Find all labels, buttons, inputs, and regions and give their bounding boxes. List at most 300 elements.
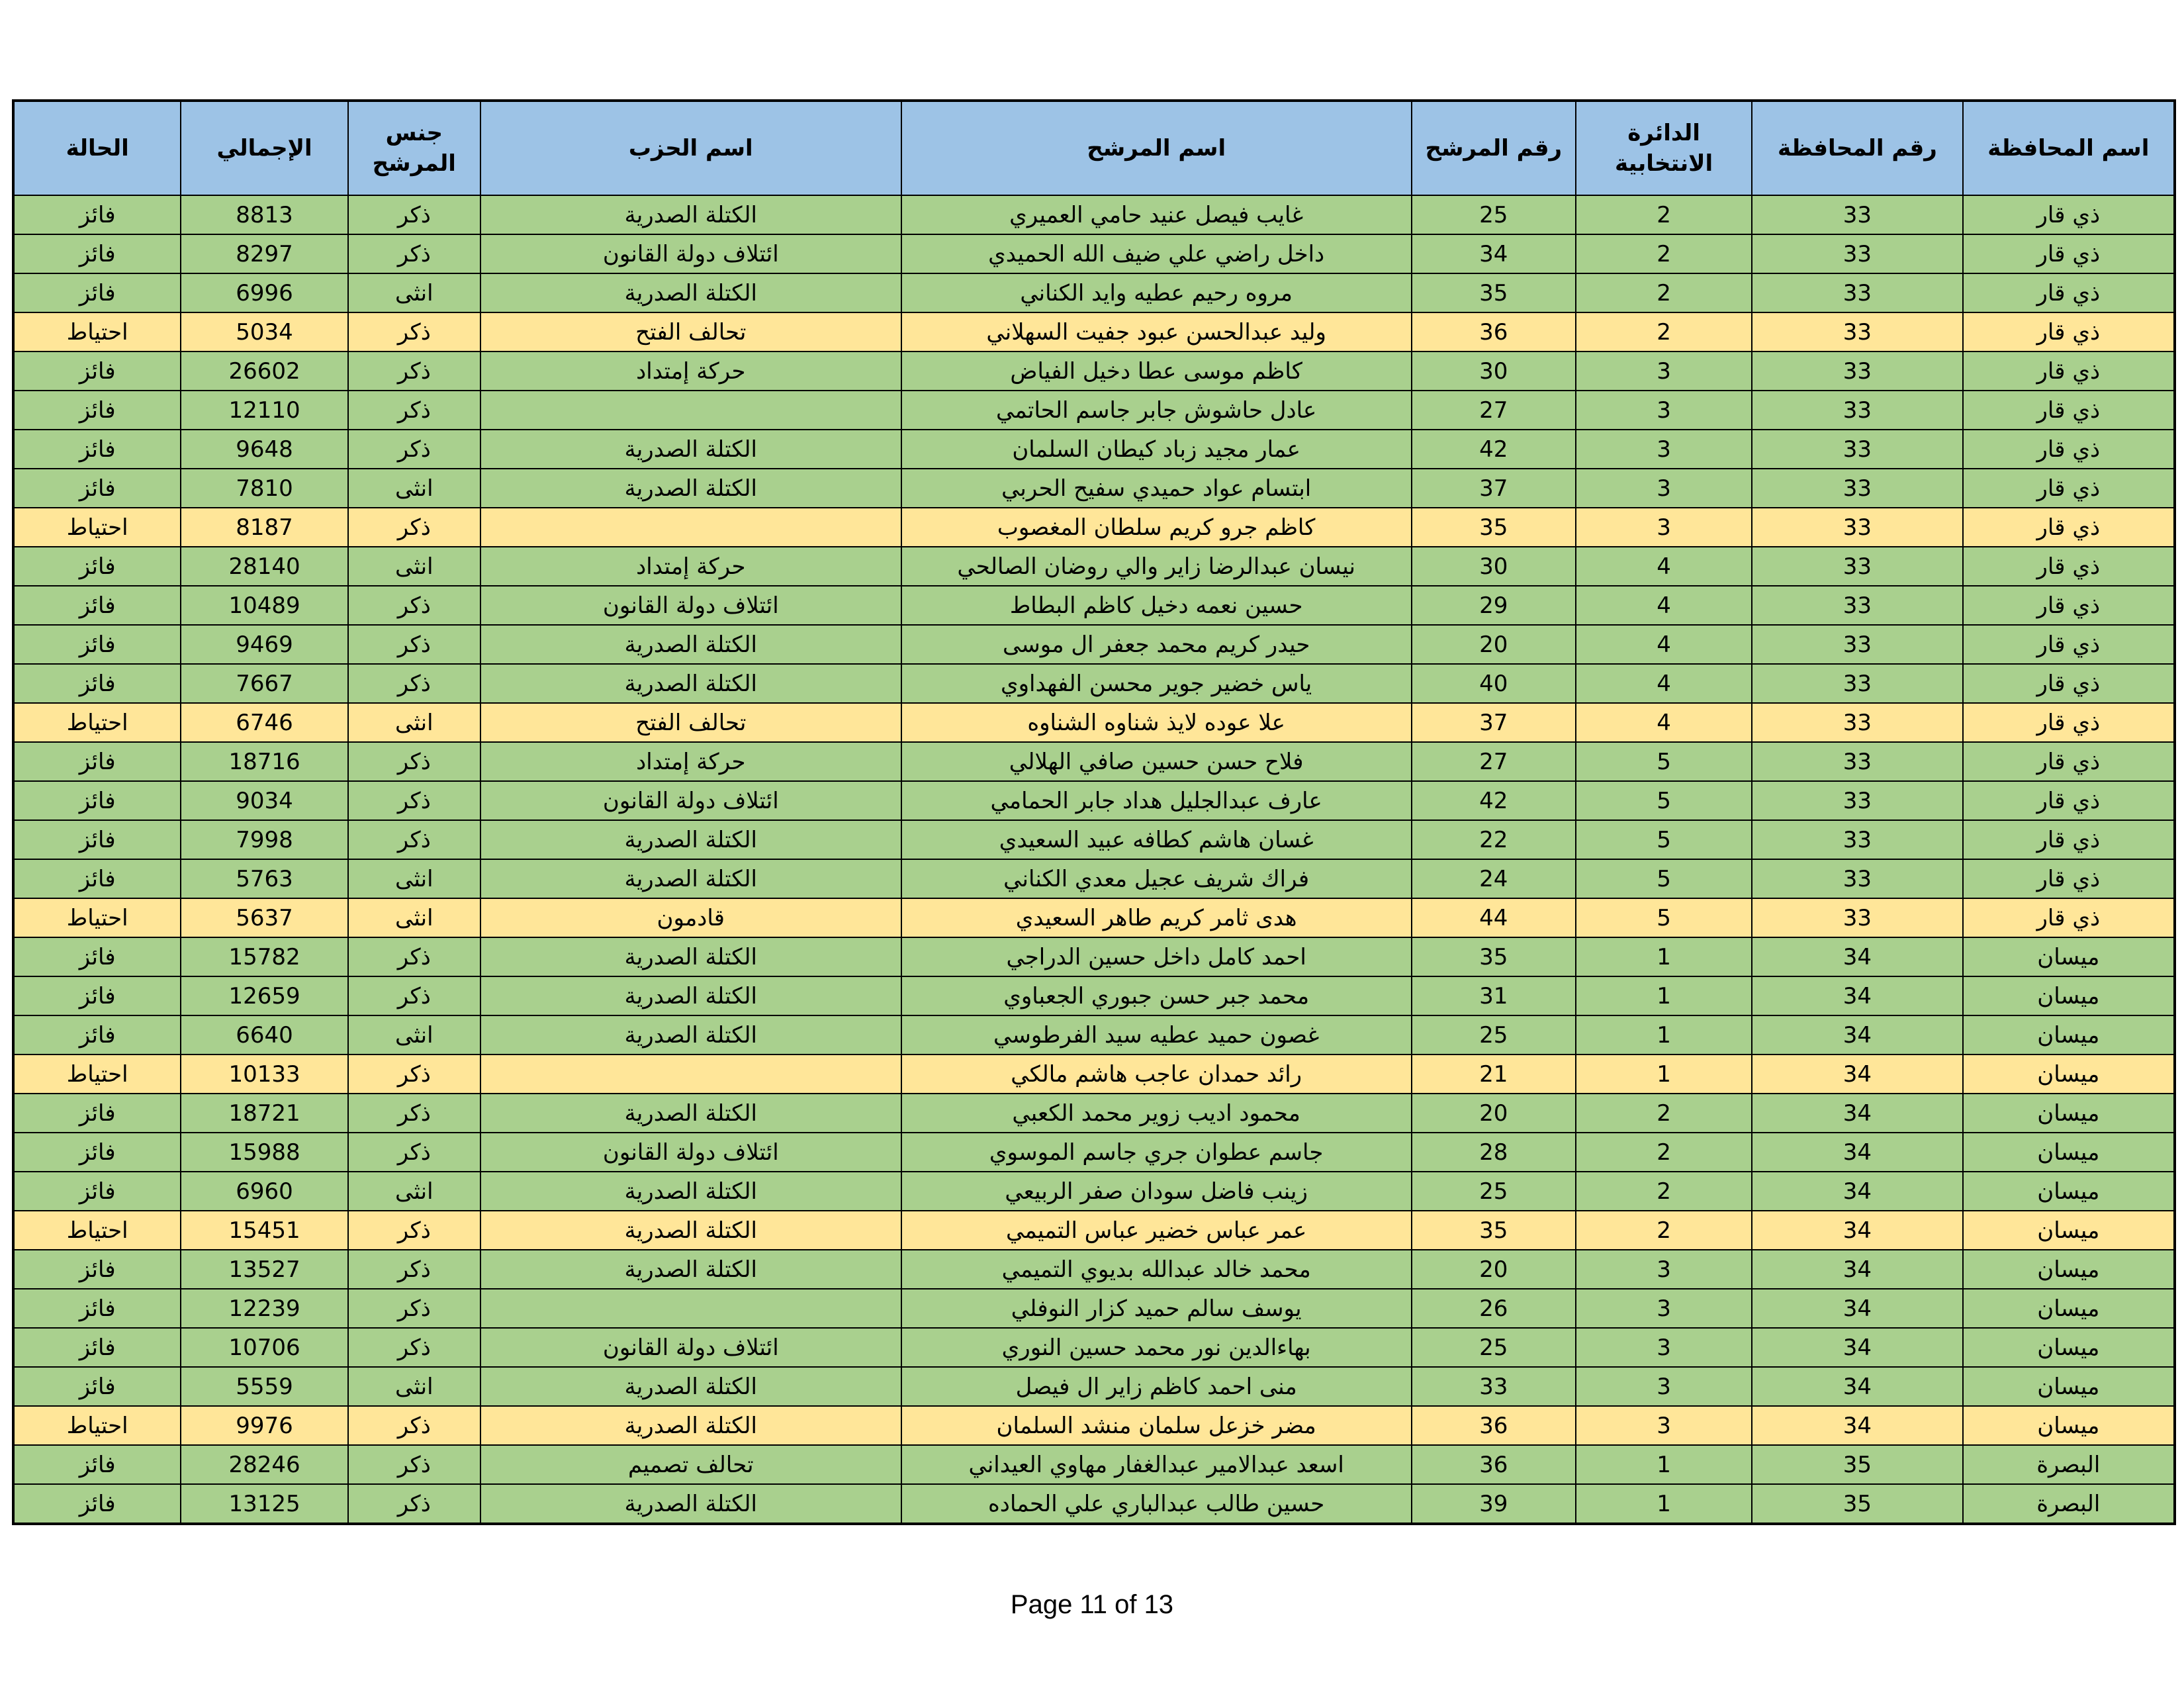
- candidate-name-cell: منى احمد كاظم زاير ال فيصل: [901, 1367, 1412, 1406]
- gender-cell: ذكر: [348, 352, 480, 391]
- province-cell: ذي قار: [1963, 820, 2175, 859]
- gender-cell: انثى: [348, 469, 480, 508]
- status-cell: فائز: [13, 234, 181, 273]
- candidate-name-cell: محمود اديب زوير محمد الكعبي: [901, 1094, 1412, 1133]
- gender-cell: ذكر: [348, 664, 480, 703]
- gender-cell: انثى: [348, 1015, 480, 1055]
- candidate-name-cell: حيدر كريم محمد جعفر ال موسى: [901, 625, 1412, 664]
- table-row: [13, 625, 2175, 664]
- total-votes-cell: 13125: [181, 1484, 347, 1524]
- province-number-cell: 33: [1752, 195, 1962, 234]
- province-number-cell: 33: [1752, 352, 1962, 391]
- status-cell: فائز: [13, 430, 181, 469]
- status-cell: فائز: [13, 1015, 181, 1055]
- candidate-number-cell: 26: [1412, 1289, 1576, 1328]
- party-cell: تحالف تصميم: [480, 1445, 901, 1484]
- district-cell: 1: [1576, 1055, 1752, 1094]
- candidate-name-cell: اسعد عبدالامير عبدالغفار مهاوي العيداني: [901, 1445, 1412, 1484]
- province-cell: ميسان: [1963, 937, 2175, 976]
- province-number-cell: 33: [1752, 312, 1962, 352]
- total-votes-cell: 5559: [181, 1367, 347, 1406]
- gender-cell: ذكر: [348, 820, 480, 859]
- gender-cell: ذكر: [348, 1133, 480, 1172]
- province-number-cell: 34: [1752, 1328, 1962, 1367]
- total-votes-cell: 10489: [181, 586, 347, 625]
- candidate-number-cell: 25: [1412, 1328, 1576, 1367]
- province-number-cell: 33: [1752, 664, 1962, 703]
- candidate-number-cell: 28: [1412, 1133, 1576, 1172]
- table-row: [13, 664, 2175, 703]
- district-cell: 1: [1576, 1445, 1752, 1484]
- province-cell: ميسان: [1963, 1367, 2175, 1406]
- province-cell: ميسان: [1963, 1172, 2175, 1211]
- status-cell: فائز: [13, 1367, 181, 1406]
- status-cell: فائز: [13, 976, 181, 1015]
- total-votes-cell: 7998: [181, 820, 347, 859]
- district-cell: 5: [1576, 742, 1752, 781]
- candidate-name-cell: عادل حاشوش جابر جاسم الحاتمي: [901, 391, 1412, 430]
- party-cell: الكتلة الصدرية: [480, 469, 901, 508]
- province-cell: ذي قار: [1963, 391, 2175, 430]
- district-cell: 3: [1576, 391, 1752, 430]
- province-number-cell: 34: [1752, 1133, 1962, 1172]
- gender-cell: ذكر: [348, 586, 480, 625]
- candidate-name-cell: مروه رحيم عطيه وايد الكناني: [901, 273, 1412, 312]
- candidate-name-cell: رائد حمدان عاجب هاشم مالكي: [901, 1055, 1412, 1094]
- district-cell: 4: [1576, 664, 1752, 703]
- status-cell: فائز: [13, 195, 181, 234]
- district-cell: 4: [1576, 703, 1752, 742]
- district-cell: 3: [1576, 508, 1752, 547]
- province-cell: ذي قار: [1963, 273, 2175, 312]
- table-row: [13, 898, 2175, 937]
- province-number-cell: 33: [1752, 273, 1962, 312]
- candidate-number-cell: 27: [1412, 742, 1576, 781]
- district-cell: 2: [1576, 1172, 1752, 1211]
- candidate-number-cell: 31: [1412, 976, 1576, 1015]
- gender-cell: ذكر: [348, 1055, 480, 1094]
- province-cell: ميسان: [1963, 1015, 2175, 1055]
- candidate-name-cell: داخل راضي علي ضيف الله الحميدي: [901, 234, 1412, 273]
- district-cell: 3: [1576, 1328, 1752, 1367]
- table-row: [13, 820, 2175, 859]
- header-province-number: رقم المحافظة: [1752, 101, 1962, 195]
- status-cell: فائز: [13, 1094, 181, 1133]
- total-votes-cell: 12239: [181, 1289, 347, 1328]
- total-votes-cell: 12659: [181, 976, 347, 1015]
- province-number-cell: 33: [1752, 859, 1962, 898]
- province-number-cell: 34: [1752, 1367, 1962, 1406]
- province-number-cell: 33: [1752, 781, 1962, 820]
- province-number-cell: 34: [1752, 1015, 1962, 1055]
- province-cell: ميسان: [1963, 976, 2175, 1015]
- gender-cell: ذكر: [348, 742, 480, 781]
- candidate-number-cell: 30: [1412, 352, 1576, 391]
- party-cell: الكتلة الصدرية: [480, 1094, 901, 1133]
- table-row: [13, 976, 2175, 1015]
- candidate-name-cell: بهاءالدين نور محمد حسين النوري: [901, 1328, 1412, 1367]
- candidate-name-cell: ياس خضير جوير محسن الفهداوي: [901, 664, 1412, 703]
- gender-cell: انثى: [348, 1172, 480, 1211]
- candidate-name-cell: مضر خزعل سلمان منشد السلمان: [901, 1406, 1412, 1445]
- candidate-number-cell: 35: [1412, 273, 1576, 312]
- candidate-number-cell: 27: [1412, 391, 1576, 430]
- candidate-name-cell: حسين نعمه دخيل كاظم البطاط: [901, 586, 1412, 625]
- candidate-number-cell: 21: [1412, 1055, 1576, 1094]
- candidate-number-cell: 39: [1412, 1484, 1576, 1524]
- candidate-name-cell: وليد عبدالحسن عبود جفيت السهلاني: [901, 312, 1412, 352]
- status-cell: فائز: [13, 781, 181, 820]
- header-row: [13, 101, 2175, 195]
- province-cell: ذي قار: [1963, 312, 2175, 352]
- candidate-name-cell: كاظم موسى عطا دخيل الفياض: [901, 352, 1412, 391]
- candidate-name-cell: كاظم جرو كريم سلطان المغصوب: [901, 508, 1412, 547]
- party-cell: ائتلاف دولة القانون: [480, 234, 901, 273]
- district-cell: 1: [1576, 1015, 1752, 1055]
- province-cell: ميسان: [1963, 1133, 2175, 1172]
- status-cell: فائز: [13, 937, 181, 976]
- gender-cell: ذكر: [348, 781, 480, 820]
- candidate-name-cell: نيسان عبدالرضا زاير والي روضان الصالحي: [901, 547, 1412, 586]
- candidate-number-cell: 35: [1412, 937, 1576, 976]
- table-row: [13, 1055, 2175, 1094]
- candidate-number-cell: 24: [1412, 859, 1576, 898]
- candidate-number-cell: 25: [1412, 1172, 1576, 1211]
- province-number-cell: 34: [1752, 1211, 1962, 1250]
- table-row: [13, 742, 2175, 781]
- gender-cell: ذكر: [348, 1484, 480, 1524]
- candidate-number-cell: 29: [1412, 586, 1576, 625]
- party-cell: الكتلة الصدرية: [480, 430, 901, 469]
- gender-cell: ذكر: [348, 195, 480, 234]
- candidate-name-cell: ابتسام عواد حميدي سفيح الحربي: [901, 469, 1412, 508]
- province-number-cell: 34: [1752, 937, 1962, 976]
- province-cell: ذي قار: [1963, 898, 2175, 937]
- total-votes-cell: 28246: [181, 1445, 347, 1484]
- gender-cell: ذكر: [348, 430, 480, 469]
- status-cell: فائز: [13, 391, 181, 430]
- province-cell: ميسان: [1963, 1055, 2175, 1094]
- gender-cell: ذكر: [348, 1211, 480, 1250]
- table-row: [13, 273, 2175, 312]
- district-cell: 2: [1576, 273, 1752, 312]
- candidate-name-cell: فراك شريف عجيل معدي الكناني: [901, 859, 1412, 898]
- district-cell: 2: [1576, 1094, 1752, 1133]
- candidate-number-cell: 20: [1412, 625, 1576, 664]
- province-cell: ميسان: [1963, 1250, 2175, 1289]
- district-cell: 5: [1576, 898, 1752, 937]
- candidate-number-cell: 36: [1412, 312, 1576, 352]
- candidate-name-cell: حسين طالب عبدالباري علي الحماده: [901, 1484, 1412, 1524]
- candidate-name-cell: يوسف سالم حميد كزار النوفلي: [901, 1289, 1412, 1328]
- district-cell: 4: [1576, 625, 1752, 664]
- candidate-name-cell: محمد جبر حسن جبوري الجعباوي: [901, 976, 1412, 1015]
- total-votes-cell: 28140: [181, 547, 347, 586]
- party-cell: الكتلة الصدرية: [480, 1406, 901, 1445]
- province-number-cell: 33: [1752, 742, 1962, 781]
- status-cell: فائز: [13, 820, 181, 859]
- gender-cell: انثى: [348, 547, 480, 586]
- candidate-name-cell: فلاح حسن حسين صافي الهلالي: [901, 742, 1412, 781]
- candidate-number-cell: 25: [1412, 195, 1576, 234]
- district-cell: 4: [1576, 547, 1752, 586]
- page-number-footer: Page 11 of 13: [1010, 1590, 1174, 1619]
- party-cell: الكتلة الصدرية: [480, 273, 901, 312]
- gender-cell: انثى: [348, 859, 480, 898]
- party-cell: الكتلة الصدرية: [480, 1172, 901, 1211]
- district-cell: 3: [1576, 1289, 1752, 1328]
- province-cell: ذي قار: [1963, 703, 2175, 742]
- province-number-cell: 34: [1752, 976, 1962, 1015]
- district-cell: 3: [1576, 352, 1752, 391]
- total-votes-cell: 5763: [181, 859, 347, 898]
- province-number-cell: 33: [1752, 234, 1962, 273]
- province-cell: ميسان: [1963, 1211, 2175, 1250]
- province-cell: ذي قار: [1963, 664, 2175, 703]
- party-cell: [480, 508, 901, 547]
- candidate-name-cell: علا عوده لايذ شناوه الشناوه: [901, 703, 1412, 742]
- table-row: [13, 312, 2175, 352]
- table-row: [13, 781, 2175, 820]
- province-number-cell: 35: [1752, 1484, 1962, 1524]
- gender-cell: ذكر: [348, 312, 480, 352]
- header-candidate-gender: جنس المرشح: [348, 101, 480, 195]
- total-votes-cell: 8813: [181, 195, 347, 234]
- candidate-name-cell: جاسم عطوان جري جاسم الموسوي: [901, 1133, 1412, 1172]
- party-cell: الكتلة الصدرية: [480, 195, 901, 234]
- total-votes-cell: 8297: [181, 234, 347, 273]
- table-row: [13, 469, 2175, 508]
- header-candidate-number: رقم المرشح: [1412, 101, 1576, 195]
- table-row: [13, 1133, 2175, 1172]
- party-cell: الكتلة الصدرية: [480, 1484, 901, 1524]
- province-cell: ميسان: [1963, 1094, 2175, 1133]
- province-cell: ميسان: [1963, 1328, 2175, 1367]
- gender-cell: ذكر: [348, 508, 480, 547]
- total-votes-cell: 10133: [181, 1055, 347, 1094]
- header-status: الحالة: [13, 101, 181, 195]
- district-cell: 1: [1576, 1484, 1752, 1524]
- table-row: [13, 234, 2175, 273]
- party-cell: الكتلة الصدرية: [480, 625, 901, 664]
- total-votes-cell: 26602: [181, 352, 347, 391]
- candidate-number-cell: 33: [1412, 1367, 1576, 1406]
- total-votes-cell: 9648: [181, 430, 347, 469]
- candidate-name-cell: غسان هاشم كطافه عبيد السعيدي: [901, 820, 1412, 859]
- party-cell: [480, 391, 901, 430]
- table-row: [13, 1172, 2175, 1211]
- district-cell: 2: [1576, 234, 1752, 273]
- table-row: [13, 1211, 2175, 1250]
- candidate-number-cell: 34: [1412, 234, 1576, 273]
- total-votes-cell: 9469: [181, 625, 347, 664]
- status-cell: احتياط: [13, 312, 181, 352]
- candidate-number-cell: 35: [1412, 508, 1576, 547]
- district-cell: 1: [1576, 976, 1752, 1015]
- candidate-name-cell: غايب فيصل عنيد حامي العميري: [901, 195, 1412, 234]
- gender-cell: انثى: [348, 1367, 480, 1406]
- province-number-cell: 34: [1752, 1406, 1962, 1445]
- candidate-number-cell: 35: [1412, 1211, 1576, 1250]
- gender-cell: ذكر: [348, 625, 480, 664]
- total-votes-cell: 6640: [181, 1015, 347, 1055]
- candidate-number-cell: 44: [1412, 898, 1576, 937]
- gender-cell: ذكر: [348, 1445, 480, 1484]
- province-cell: ذي قار: [1963, 781, 2175, 820]
- district-cell: 2: [1576, 1133, 1752, 1172]
- candidate-name-cell: احمد كامل داخل حسين الدراجي: [901, 937, 1412, 976]
- province-number-cell: 33: [1752, 391, 1962, 430]
- candidate-number-cell: 22: [1412, 820, 1576, 859]
- province-number-cell: 35: [1752, 1445, 1962, 1484]
- party-cell: [480, 1055, 901, 1094]
- party-cell: الكتلة الصدرية: [480, 859, 901, 898]
- candidate-name-cell: عارف عبدالجليل هداد جابر الحمامي: [901, 781, 1412, 820]
- district-cell: 3: [1576, 1367, 1752, 1406]
- province-cell: ذي قار: [1963, 742, 2175, 781]
- district-cell: 2: [1576, 312, 1752, 352]
- gender-cell: ذكر: [348, 976, 480, 1015]
- candidate-name-cell: هدى ثامر كريم طاهر السعيدي: [901, 898, 1412, 937]
- gender-cell: ذكر: [348, 1406, 480, 1445]
- candidate-number-cell: 36: [1412, 1406, 1576, 1445]
- province-number-cell: 33: [1752, 547, 1962, 586]
- results-table: [12, 99, 2176, 1525]
- total-votes-cell: 5637: [181, 898, 347, 937]
- province-number-cell: 34: [1752, 1250, 1962, 1289]
- gender-cell: ذكر: [348, 937, 480, 976]
- province-number-cell: 34: [1752, 1289, 1962, 1328]
- province-cell: البصرة: [1963, 1445, 2175, 1484]
- party-cell: حركة إمتداد: [480, 742, 901, 781]
- table-row: [13, 937, 2175, 976]
- table-row: [13, 1406, 2175, 1445]
- table-row: [13, 1328, 2175, 1367]
- district-cell: 5: [1576, 820, 1752, 859]
- province-cell: ذي قار: [1963, 859, 2175, 898]
- status-cell: احتياط: [13, 898, 181, 937]
- province-number-cell: 34: [1752, 1055, 1962, 1094]
- table-row: [13, 1289, 2175, 1328]
- province-cell: ذي قار: [1963, 234, 2175, 273]
- status-cell: احتياط: [13, 508, 181, 547]
- total-votes-cell: 18721: [181, 1094, 347, 1133]
- province-cell: ذي قار: [1963, 352, 2175, 391]
- candidate-number-cell: 40: [1412, 664, 1576, 703]
- gender-cell: ذكر: [348, 1328, 480, 1367]
- party-cell: تحالف الفتح: [480, 312, 901, 352]
- party-cell: الكتلة الصدرية: [480, 820, 901, 859]
- party-cell: ائتلاف دولة القانون: [480, 1133, 901, 1172]
- header-province-name: اسم المحافظة: [1963, 101, 2175, 195]
- party-cell: تحالف الفتح: [480, 703, 901, 742]
- table-row: [13, 859, 2175, 898]
- table-row: [13, 1250, 2175, 1289]
- party-cell: حركة إمتداد: [480, 547, 901, 586]
- province-cell: ميسان: [1963, 1406, 2175, 1445]
- gender-cell: ذكر: [348, 234, 480, 273]
- province-number-cell: 34: [1752, 1172, 1962, 1211]
- total-votes-cell: 13527: [181, 1250, 347, 1289]
- total-votes-cell: 15451: [181, 1211, 347, 1250]
- party-cell: ائتلاف دولة القانون: [480, 781, 901, 820]
- status-cell: فائز: [13, 1133, 181, 1172]
- province-cell: ذي قار: [1963, 195, 2175, 234]
- party-cell: حركة إمتداد: [480, 352, 901, 391]
- party-cell: الكتلة الصدرية: [480, 1211, 901, 1250]
- total-votes-cell: 6996: [181, 273, 347, 312]
- table-row: [13, 1094, 2175, 1133]
- gender-cell: ذكر: [348, 391, 480, 430]
- district-cell: 5: [1576, 859, 1752, 898]
- total-votes-cell: 18716: [181, 742, 347, 781]
- province-number-cell: 33: [1752, 586, 1962, 625]
- province-number-cell: 34: [1752, 1094, 1962, 1133]
- table-row: [13, 586, 2175, 625]
- status-cell: فائز: [13, 1172, 181, 1211]
- party-cell: ائتلاف دولة القانون: [480, 1328, 901, 1367]
- candidate-number-cell: 30: [1412, 547, 1576, 586]
- total-votes-cell: 10706: [181, 1328, 347, 1367]
- table-row: [13, 1367, 2175, 1406]
- district-cell: 3: [1576, 430, 1752, 469]
- gender-cell: ذكر: [348, 1289, 480, 1328]
- table-row: [13, 1445, 2175, 1484]
- party-cell: [480, 1289, 901, 1328]
- district-cell: 4: [1576, 586, 1752, 625]
- total-votes-cell: 8187: [181, 508, 347, 547]
- candidate-name-cell: عمار مجيد زباد كيطان السلمان: [901, 430, 1412, 469]
- district-cell: 2: [1576, 195, 1752, 234]
- district-cell: 1: [1576, 937, 1752, 976]
- gender-cell: ذكر: [348, 1094, 480, 1133]
- party-cell: الكتلة الصدرية: [480, 1250, 901, 1289]
- candidate-number-cell: 42: [1412, 430, 1576, 469]
- province-cell: ذي قار: [1963, 586, 2175, 625]
- gender-cell: انثى: [348, 703, 480, 742]
- candidate-number-cell: 37: [1412, 469, 1576, 508]
- gender-cell: ذكر: [348, 1250, 480, 1289]
- total-votes-cell: 9034: [181, 781, 347, 820]
- province-cell: ذي قار: [1963, 547, 2175, 586]
- province-number-cell: 33: [1752, 508, 1962, 547]
- status-cell: فائز: [13, 1250, 181, 1289]
- header-party-name: اسم الحزب: [480, 101, 901, 195]
- candidate-number-cell: 36: [1412, 1445, 1576, 1484]
- status-cell: فائز: [13, 1289, 181, 1328]
- table-body: [13, 195, 2175, 1524]
- party-cell: الكتلة الصدرية: [480, 664, 901, 703]
- status-cell: احتياط: [13, 1055, 181, 1094]
- province-number-cell: 33: [1752, 898, 1962, 937]
- status-cell: فائز: [13, 352, 181, 391]
- province-cell: البصرة: [1963, 1484, 2175, 1524]
- candidate-number-cell: 25: [1412, 1015, 1576, 1055]
- total-votes-cell: 6960: [181, 1172, 347, 1211]
- total-votes-cell: 12110: [181, 391, 347, 430]
- table-row: [13, 352, 2175, 391]
- candidate-name-cell: عمر عباس خضير عباس التميمي: [901, 1211, 1412, 1250]
- party-cell: الكتلة الصدرية: [480, 1367, 901, 1406]
- status-cell: فائز: [13, 586, 181, 625]
- district-cell: 3: [1576, 1250, 1752, 1289]
- province-cell: ذي قار: [1963, 430, 2175, 469]
- total-votes-cell: 15988: [181, 1133, 347, 1172]
- table-row: [13, 508, 2175, 547]
- table-row: [13, 703, 2175, 742]
- province-cell: ذي قار: [1963, 469, 2175, 508]
- province-cell: ذي قار: [1963, 625, 2175, 664]
